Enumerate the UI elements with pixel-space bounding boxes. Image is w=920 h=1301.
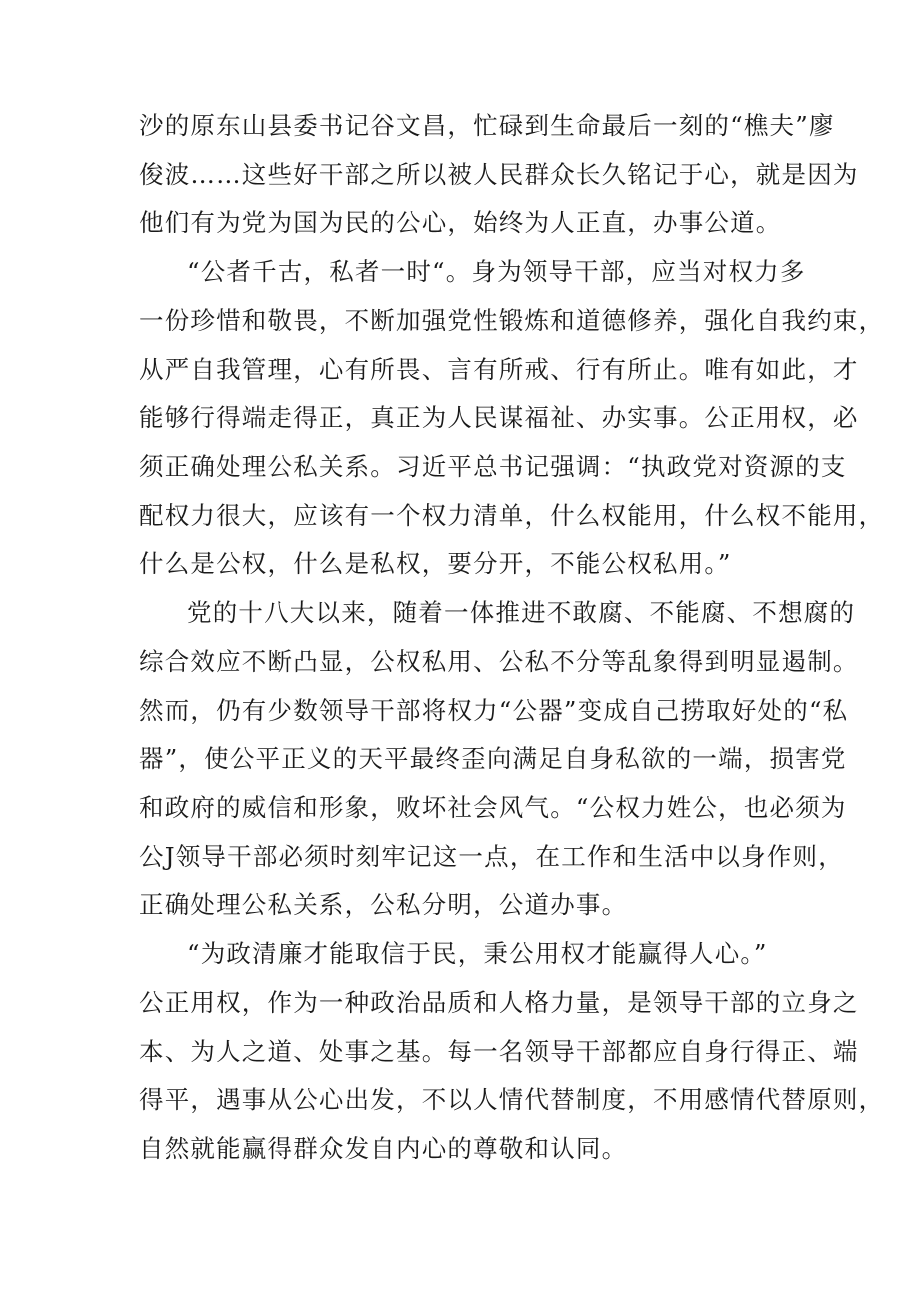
text-line: 器”，使公平正义的天平最终歪向满足自身私欲的一端，损害党	[139, 744, 847, 773]
text-line: 配权力很大，应该有一个权力清单，什么权能用，什么权不能用，	[139, 501, 885, 530]
text-line: 自然就能赢得群众发自内心的尊敬和认同。	[139, 1134, 628, 1163]
text-line: 什么是公权，什么是私权，要分开，不能公权私用。”	[139, 549, 732, 578]
text-line: 党的十八大以来，随着一体推进不敢腐、不能腐、不想腐的	[187, 598, 856, 627]
text-line: 本、为人之道、处事之基。每一名领导干部都应自身行得正、端	[139, 1037, 859, 1066]
text-line: 和政府的威信和形象，败坏社会风气。“公权力姓公，也必须为	[139, 793, 847, 822]
text-line: “为政清廉才能取信于民，秉公用权才能赢得人心。”	[187, 939, 768, 968]
text-line: 综合效应不断凸显，公权私用、公私不分等乱象得到明显遏制。	[139, 647, 859, 676]
text-line: 俊波……这些好干部之所以被人民群众长久铭记于心，就是因为	[139, 160, 859, 189]
text-line: 然而，仍有少数领导干部将权力“公器”变成自己捞取好处的“私	[139, 696, 849, 725]
text-line: 沙的原东山县委书记谷文昌，忙碌到生命最后一刻的“樵夫”廖	[139, 111, 835, 140]
text-line: 公J领导干部必须时刻牢记这一点，在工作和生活中以身作则，	[139, 842, 844, 871]
text-line: 他们有为党为国为民的公心，始终为人正直，办事公道。	[139, 208, 782, 237]
text-line: “公者千古，私者一时“。身为领导干部，应当对权力多	[187, 257, 806, 286]
text-line: 须正确处理公私关系。习近平总书记强调：“执政党对资源的支	[139, 452, 847, 481]
text-line: 正确处理公私关系，公私分明，公道办事。	[139, 890, 628, 919]
text-line: 得平，遇事从公心出发，不以人情代替制度，不用感情代替原则，	[139, 1085, 885, 1114]
text-line: 从严自我管理，心有所畏、言有所戒、行有所止。唯有如此，才	[139, 355, 859, 384]
text-line: 公正用权，作为一种政治品质和人格力量，是领导干部的立身之	[139, 988, 859, 1017]
text-line: 能够行得端走得正，真正为人民谋福祉、办实事。公正用权，必	[139, 403, 859, 432]
text-line: 一份珍惜和敬畏，不断加强党性锻炼和道德修养，强化自我约束，	[139, 306, 885, 335]
